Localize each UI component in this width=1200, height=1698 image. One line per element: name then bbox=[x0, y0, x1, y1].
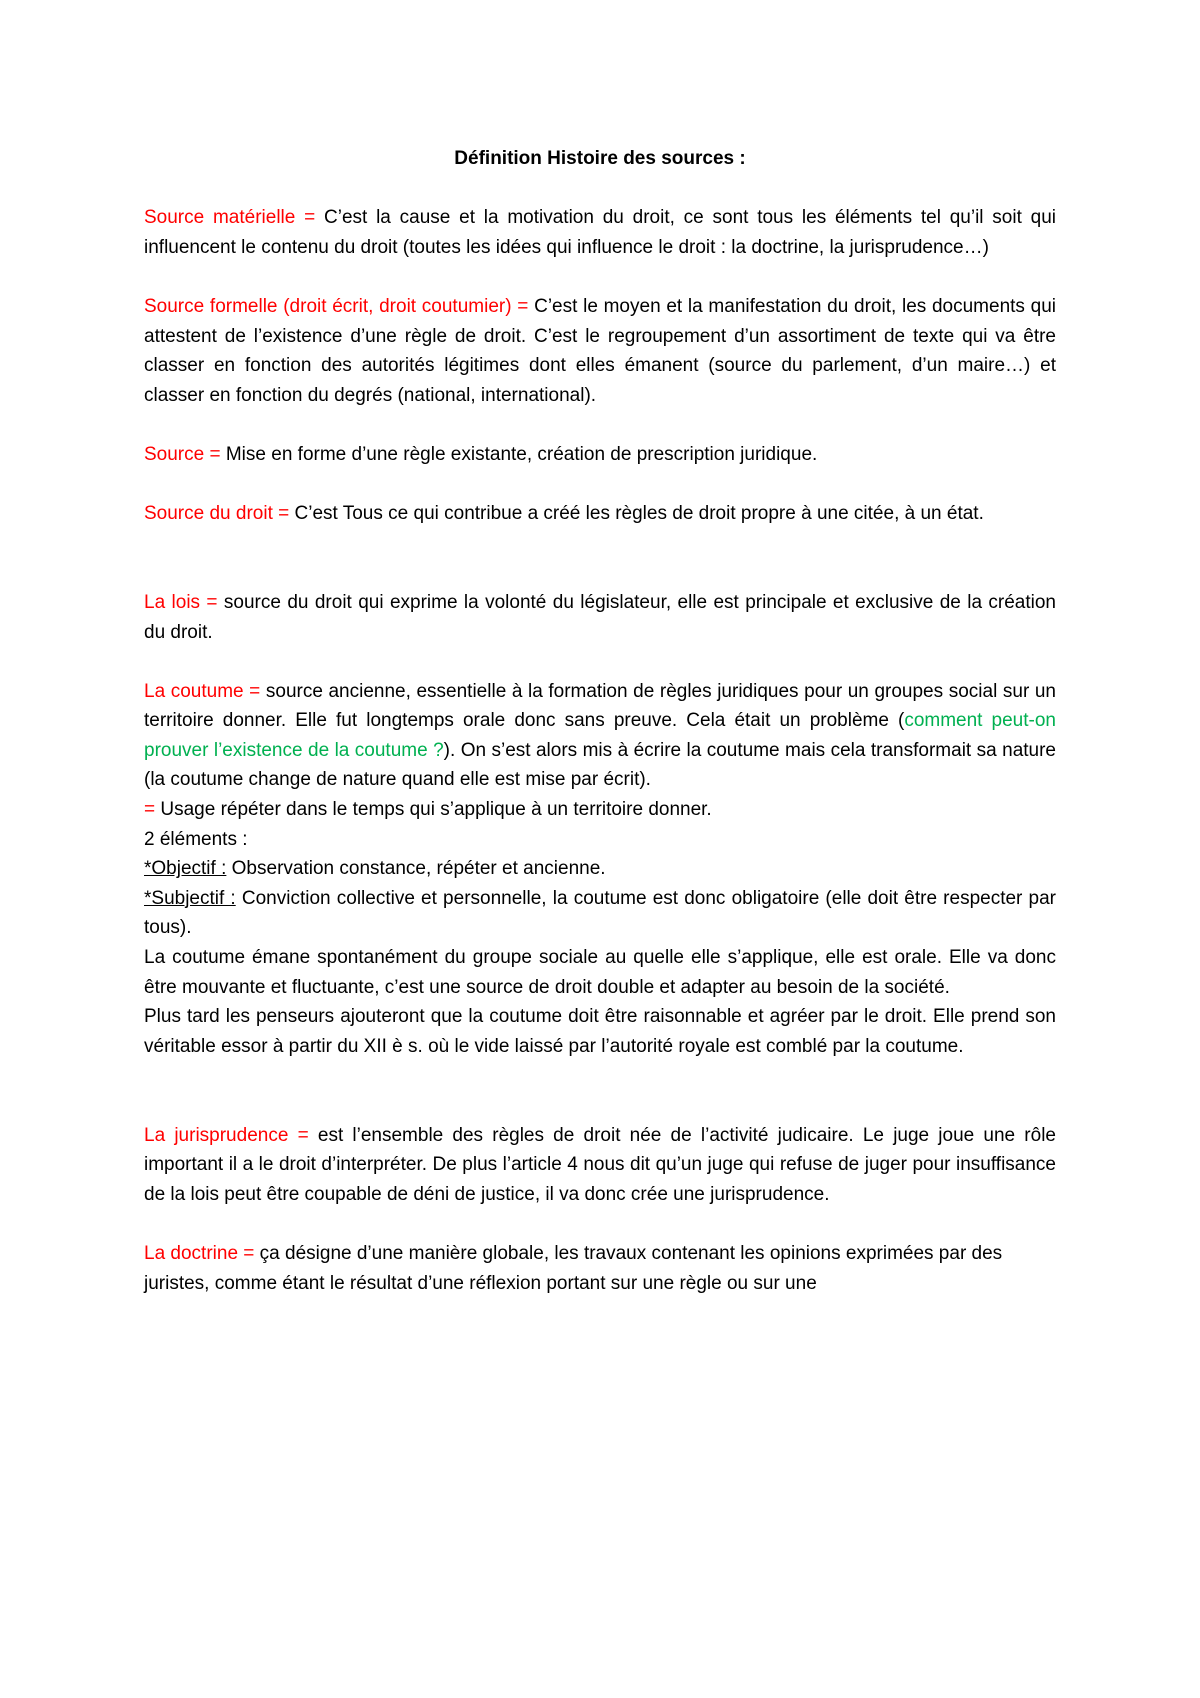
coutume-elements-label: 2 éléments : bbox=[144, 828, 248, 850]
definition-source bbox=[144, 440, 1056, 470]
definition-la-doctrine bbox=[144, 1239, 1056, 1298]
coutume-subjectif bbox=[144, 884, 1056, 943]
term-label: La jurisprudence = bbox=[144, 1124, 318, 1146]
definition-text: C’est Tous ce qui contribue a créé les règles de droit propre à une citée, à un état. bbox=[294, 503, 984, 525]
definition-text: ça désigne d’une manière globale, les travaux contenant les opinions exprimées par des juristes, comme étant le résultat d’une réflexion portant sur une règle ou sur une bbox=[144, 1242, 1003, 1294]
definition-source-du-droit bbox=[144, 499, 1056, 529]
term-label: = bbox=[144, 799, 161, 821]
term-label: La coutume = bbox=[144, 680, 266, 702]
definition-la-lois bbox=[144, 588, 1056, 647]
term-label: Source du droit = bbox=[144, 503, 295, 525]
page-title: Définition Histoire des sources : bbox=[454, 148, 746, 169]
term-label: Source formelle (droit écrit, droit coutumier) = bbox=[144, 295, 535, 317]
definition-text: source du droit qui exprime la volonté du législateur, elle est principale et exclusive de la création du droit. bbox=[144, 591, 1057, 643]
definition-text: source ancienne, essentielle à la formation de règles juridiques pour un groupes social sur un territoire donner. Elle fut longtemps orale donc sans preuve. Cela était un problème ( bbox=[144, 680, 1056, 732]
definition-text: C’est la cause et la motivation du droit, ce sont tous les éléments tel qu’il soit qui influencent le contenu du droit (toutes les idées qui influence le droit : la doctrine, la jurisprudence…) bbox=[144, 207, 1056, 258]
coutume-equation bbox=[144, 795, 1056, 825]
coutume-objectif bbox=[144, 854, 1056, 884]
term-label: Source matérielle = bbox=[144, 207, 325, 229]
term-label: La lois = bbox=[144, 591, 224, 613]
subjectif-text: Conviction collective et personnelle, la coutume est donc obligatoire (elle doit être respecter par tous). bbox=[144, 887, 1057, 939]
coutume-intro bbox=[144, 677, 1056, 795]
objectif-text: Observation constance, répéter et ancienne. bbox=[226, 858, 606, 880]
definition-text: est l’ensemble des règles de droit née de l’activité judicaire. Le juge joue une rôle important il a le droit d’interpréter. De plus l’article 4 nous dit qu’un juge qui refuse de juger pour insuffisance de la lois peut être coupable de déni de justice, il va donc crée une jurisprudence. bbox=[144, 1124, 1056, 1205]
term-label: La doctrine = bbox=[144, 1242, 260, 1264]
definition-la-coutume bbox=[144, 677, 1056, 1062]
definition-source-formelle bbox=[144, 292, 1056, 410]
term-label: Source = bbox=[144, 443, 226, 465]
spacer bbox=[144, 558, 1056, 588]
definition-text: C’est le moyen et la manifestation du droit, les documents qui attestent de l’existence d’une règle de droit. C’est le regroupement d’un assortiment de texte qui va être classer en fonction des autorités légitimes dont elles émanent (source du parlement, d’un maire…) et classer en fonction du degrés (national, international). bbox=[144, 295, 1056, 406]
coutume-question: comment peut-on prouver l’existence de la coutume ? bbox=[144, 710, 1056, 761]
spacer bbox=[144, 1091, 1056, 1121]
coutume-paragraph-2: Plus tard les penseurs ajouteront que la coutume doit être raisonnable et agréer par le droit. Elle prend son véritable essor à partir du XII è s. où le vide laissé par l’autorité royale est comblé par la coutume. bbox=[144, 1006, 1056, 1057]
coutume-paragraph-1: La coutume émane spontanément du groupe sociale au quelle elle s’applique, elle est orale. Elle va donc être mouvante et fluctuante, c’est une source de droit double et adapter au besoin de la société. bbox=[144, 947, 1056, 998]
definition-la-jurisprudence bbox=[144, 1121, 1056, 1210]
definition-text: Mise en forme d’une règle existante, création de prescription juridique. bbox=[225, 443, 818, 465]
document-body bbox=[144, 144, 1056, 1328]
definition-source-materielle bbox=[144, 203, 1056, 262]
objectif-label: *Objectif : bbox=[144, 858, 227, 880]
definition-text: Usage répéter dans le temps qui s’applique à un territoire donner. bbox=[160, 799, 712, 821]
definition-text-continued: ). On s’est alors mis à écrire la coutume mais cela transformait sa nature (la coutume change de nature quand elle est mise par écrit). bbox=[144, 739, 1056, 791]
subjectif-label: *Subjectif : bbox=[144, 887, 236, 909]
